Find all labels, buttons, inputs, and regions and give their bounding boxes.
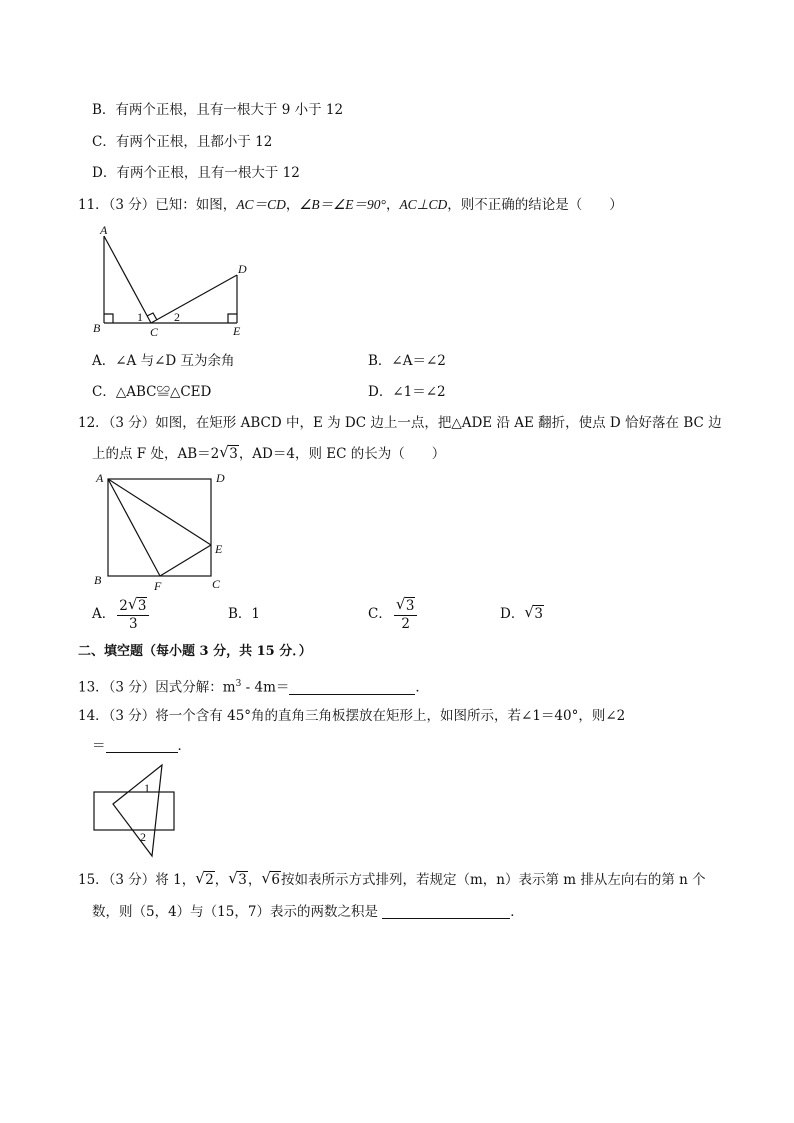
q12-option-c-numerator: [394, 594, 418, 616]
q11-label-a: A: [100, 223, 108, 237]
q12-option-d-radicand: 3: [534, 606, 543, 622]
q12-segment-af: [108, 479, 160, 576]
q11-option-c: C．△ABC≌△CED: [92, 384, 212, 400]
q11-prefix: 11．（3 分）已知：如图，: [78, 197, 237, 213]
q12-option-d: [500, 605, 544, 623]
q12-label-e: E: [215, 542, 223, 556]
q11-right-angle-e: [228, 314, 237, 323]
q13-answer-blank[interactable]: [289, 680, 415, 695]
radical-sign-icon: √: [228, 869, 238, 887]
q15-answer-blank[interactable]: [382, 904, 510, 919]
radical-sign-icon: √: [195, 869, 205, 887]
q12-option-a-coef: 2: [119, 597, 128, 614]
q14-angle-1: 1: [144, 781, 150, 795]
q15-radicand-6: 6: [271, 872, 280, 888]
q14-triangle: [113, 765, 162, 856]
q15-sqrt3: [228, 871, 248, 889]
q12-option-a-sqrt: [127, 594, 148, 615]
q12-ab-radicand: 3: [229, 446, 238, 462]
q12-option-c-radicand: 3: [405, 597, 415, 614]
q11-segment-ac: [104, 236, 151, 323]
q12-option-a: [92, 596, 151, 633]
q15-line2-end: ．: [510, 904, 524, 920]
radical-sign-icon: √: [395, 594, 406, 613]
radical-sign-icon: √: [524, 603, 534, 621]
q13-end: ．: [415, 679, 429, 696]
q15-b: ，: [214, 872, 229, 888]
q12-option-a-radicand: 3: [137, 597, 147, 614]
q15-radicand-2: 2: [205, 872, 214, 888]
q10-option-c: C．有两个正根，且都小于 12: [92, 134, 273, 150]
q13-prefix: 13．（3 分）因式分解：m: [78, 679, 236, 696]
q12-label-a: A: [96, 471, 104, 485]
q11-option-d: D．∠1＝∠2: [368, 384, 446, 400]
q11-angle-1: 1: [137, 310, 143, 324]
radical-sign-icon: √: [127, 594, 138, 613]
q12-figure: [88, 468, 238, 596]
q13-mid: - 4m＝: [241, 679, 290, 696]
q12-segment-ae: [108, 479, 211, 545]
q12-rectangle-abcd: [108, 479, 211, 576]
q11-stem: [78, 196, 623, 214]
q12-segment-fe: [160, 545, 211, 576]
q11-label-e: E: [233, 324, 241, 338]
q11-cond1: AC＝CD: [236, 197, 286, 212]
q13-exponent: 3: [235, 679, 242, 689]
q11-figure: [88, 222, 258, 342]
q11-suffix: ，则不正确的结论是（ ）: [447, 197, 623, 213]
q15-radicand-3: 3: [238, 872, 247, 888]
radical-sign-icon: √: [219, 443, 229, 461]
q12-stem-line2: [92, 445, 445, 463]
q11-label-b: B: [93, 321, 101, 335]
q14-stem-line2: [92, 737, 191, 755]
q14-stem-line1: 14．（3 分）将一个含有 45°角的直角三角板摆放在矩形上，如图所示，若∠1＝40°，则∠2: [78, 708, 626, 724]
q15-sqrt6: [261, 871, 281, 889]
q15-stem-line1: [78, 871, 706, 889]
q12-option-c: [368, 596, 419, 633]
q11-angle-2: 2: [174, 310, 180, 324]
q11-right-angle-b: [104, 314, 113, 323]
q15-d: 按如表所示方式排列，若规定（m，n）表示第 m 排从左向右的第 n 个: [280, 872, 706, 888]
q12-option-c-fraction: [394, 594, 418, 633]
q11-sep1: ，: [285, 197, 300, 213]
q11-cond2: ∠B＝∠E＝90°: [299, 197, 386, 212]
q12-line2-a: 上的点 F 处，AB＝: [92, 446, 211, 462]
q12-label-c: C: [212, 577, 221, 591]
q14-figure: [90, 760, 182, 860]
q11-option-b: B．∠A＝∠2: [368, 353, 446, 369]
q12-ab-sqrt: [219, 445, 239, 463]
q12-option-a-fraction: [117, 594, 149, 633]
q12-option-c-label: C．: [368, 606, 392, 622]
q15-sqrt2: [195, 871, 215, 889]
q11-cond3: AC⊥CD: [399, 197, 448, 212]
q12-option-a-label: A．: [92, 606, 116, 622]
q15-line2: 数，则（5，4）与（15，7）表示的两数之积是: [92, 904, 383, 920]
q14-rectangle: [94, 792, 174, 830]
q10-option-d: D．有两个正根，且有一根大于 12: [92, 165, 300, 181]
q11-label-c: C: [150, 325, 159, 339]
q12-option-d-label: D．: [500, 606, 525, 622]
q12-option-c-denominator: 2: [401, 615, 410, 632]
q12-option-d-sqrt: [524, 605, 544, 623]
q12-label-d: D: [216, 471, 225, 485]
radical-sign-icon: √: [261, 869, 271, 887]
q12-option-a-numerator: [117, 594, 149, 616]
q12-ab-coef: 2: [210, 446, 220, 462]
q13-stem: [78, 675, 429, 697]
q14-line2-end: ．: [177, 738, 191, 754]
q14-line2-prefix: ＝: [92, 738, 106, 754]
q12-option-c-sqrt: [395, 594, 416, 615]
q15-stem-line2: [92, 903, 524, 921]
q12-option-a-denominator: 3: [129, 615, 138, 632]
q14-answer-blank[interactable]: [106, 738, 178, 753]
q12-label-f: F: [154, 579, 162, 593]
q12-line2-b: ，AD＝4，则 EC 的长为（ ）: [238, 446, 446, 462]
q11-segment-cd: [151, 275, 237, 323]
q12-label-b: B: [94, 573, 102, 587]
q15-a: 15．（3 分）将 1，: [78, 872, 196, 888]
q10-option-b: B．有两个正根，且有一根大于 9 小于 12: [92, 102, 344, 118]
q15-c: ，: [247, 872, 262, 888]
q12-option-b: B．1: [228, 606, 261, 622]
q11-sep2: ，: [385, 197, 400, 213]
q12-stem-line1: 12．（3 分）如图，在矩形 ABCD 中，E 为 DC 边上一点，把△ADE 沿 AE 翻折，使点 D 恰好落在 BC 边: [78, 415, 722, 431]
section-2-title: 二、填空题（每小题 3 分，共 15 分．）: [78, 644, 312, 659]
q11-label-d: D: [238, 262, 247, 276]
q11-option-a: A．∠A 与∠D 互为余角: [92, 353, 235, 369]
q14-angle-2: 2: [140, 830, 146, 844]
